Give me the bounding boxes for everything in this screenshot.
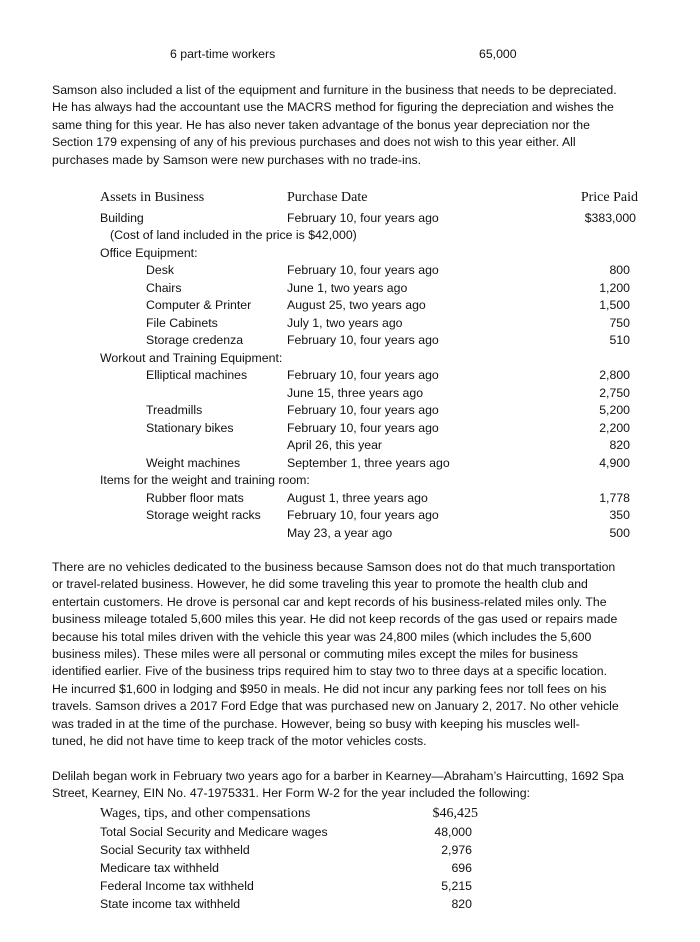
asset-name: Treadmills <box>146 403 203 417</box>
asset-purchase-date: September 1, three years ago <box>287 455 450 470</box>
asset-purchase-date: August 1, three years ago <box>287 490 428 505</box>
w2-label: Medicare tax withheld <box>100 861 219 875</box>
asset-price: 4,900 <box>599 455 630 470</box>
asset-purchase-date: June 1, two years ago <box>287 280 408 295</box>
w2-label: Federal Income tax withheld <box>100 879 254 893</box>
vehicle-line: business miles). These miles were all personal or commuting miles except the miles for business <box>52 647 579 662</box>
vehicle-line: There are no vehicles dedicated to the business because Samson does not do that much transportation <box>52 560 616 574</box>
asset-name: Stationary bikes <box>146 420 234 435</box>
asset-purchase-date: August 25, two years ago <box>287 298 426 312</box>
asset-note: (Cost of land included in the price is $42,000) <box>110 228 357 242</box>
asset-purchase-date: February 10, four years ago <box>287 403 439 417</box>
assets-header-price: Price Paid <box>580 190 638 205</box>
delilah-line: Delilah began work in February two years ago for a barber in Kearney—Abraham’s Haircutting, 1692 Spa <box>52 769 624 783</box>
w2-label: State income tax withheld <box>100 897 241 911</box>
asset-purchase-date: February 10, four years ago <box>287 368 439 382</box>
asset-price: 500 <box>609 525 630 540</box>
asset-price: 1,500 <box>599 298 630 312</box>
asset-price: 350 <box>609 508 630 522</box>
asset-price: 2,750 <box>599 385 630 400</box>
asset-name: Elliptical machines <box>146 368 248 382</box>
asset-name: Storage credenza <box>146 333 244 347</box>
top-row-amount: 65,000 <box>479 47 517 61</box>
asset-name: Building <box>100 210 144 225</box>
vehicle-line: identified earlier. Five of the business trips required him to stay two to three days at a specific location. <box>52 664 608 679</box>
asset-purchase-date: May 23, a year ago <box>287 525 393 540</box>
asset-purchase-date: June 15, three years ago <box>287 385 424 400</box>
vehicle-line: tuned, he did not have time to keep track of the motor vehicles costs. <box>52 734 427 749</box>
asset-name: Weight machines <box>146 455 241 470</box>
vehicle-line: business mileage totaled 5,600 miles this year. He did not keep records of the gas used or repairs made <box>52 612 618 627</box>
intro-line: purchases made by Samson were new purchases with no trade-ins. <box>52 152 422 167</box>
w2-value: $46,425 <box>432 806 478 821</box>
intro-paragraph <box>52 82 662 169</box>
asset-purchase-date: July 1, two years ago <box>287 315 403 330</box>
asset-purchase-date: February 10, four years ago <box>287 420 439 435</box>
asset-name: Chairs <box>146 280 182 295</box>
asset-name: Desk <box>146 263 175 277</box>
vehicle-line: travels. Samson drives a 2017 Ford Edge that was purchased new on January 2, 2017. No other vehicle <box>52 699 619 714</box>
w2-value: 2,976 <box>441 843 472 857</box>
w2-value: 696 <box>451 861 472 875</box>
vehicle-line: was traded in at the time of the purchase. However, being so busy with keeping his muscles well- <box>52 716 580 731</box>
asset-name: Rubber floor mats <box>146 490 244 505</box>
vehicle-line: He incurred $1,600 in lodging and $950 in meals. He did not incur any parking fees nor toll fees on his <box>52 681 607 696</box>
asset-price: 2,200 <box>599 420 630 435</box>
intro-line: Samson also included a list of the equipment and furniture in the business that needs to be depreciated. <box>52 83 617 97</box>
intro-line: Section 179 expensing of any of his previous purchases and does not wish to this year either. All <box>52 135 576 150</box>
asset-price: $383,000 <box>584 210 636 225</box>
asset-price: 750 <box>609 315 630 330</box>
asset-price: 1,200 <box>599 280 630 295</box>
w2-label: Wages, tips, and other compensations <box>100 806 311 821</box>
asset-purchase-date: February 10, four years ago <box>287 508 439 522</box>
vehicle-paragraph <box>52 559 662 750</box>
intro-line: He has always had the accountant use the MACRS method for figuring the depreciation and wishes the <box>52 100 614 115</box>
w2-value: 5,215 <box>441 879 472 893</box>
w2-value: 48,000 <box>434 825 472 839</box>
assets-header-asset: Assets in Business <box>100 190 205 205</box>
asset-price: 800 <box>609 263 630 277</box>
asset-name: Storage weight racks <box>146 508 261 522</box>
asset-price: 510 <box>609 333 630 347</box>
asset-price: 1,778 <box>599 490 630 505</box>
vehicle-line: entertain customers. He drove is personal car and kept records of his business-related miles only. The <box>52 594 607 609</box>
top-row-label: 6 part-time workers <box>170 47 276 61</box>
asset-price: 2,800 <box>599 368 630 382</box>
assets-header-date: Purchase Date <box>287 190 368 205</box>
asset-price: 5,200 <box>599 403 630 417</box>
asset-purchase-date: February 10, four years ago <box>287 263 439 277</box>
asset-price: 820 <box>609 438 630 452</box>
vehicle-line: or travel-related business. However, he did some traveling this year to promote the health club and <box>52 577 588 592</box>
asset-purchase-date: February 10, four years ago <box>287 210 439 225</box>
asset-purchase-date: February 10, four years ago <box>287 333 439 347</box>
delilah-line: Street, Kearney, EIN No. 47-1975331. Her Form W-2 for the year included the following: <box>52 786 530 801</box>
delilah-paragraph <box>52 768 662 803</box>
w2-label: Social Security tax withheld <box>100 843 250 857</box>
vehicle-line: because his total miles driven with the vehicle this year was 24,800 miles (which includes the 5,600 <box>52 629 592 644</box>
asset-category: Office Equipment: <box>100 245 198 260</box>
asset-category: Items for the weight and training room: <box>100 473 310 487</box>
asset-name: File Cabinets <box>146 315 218 330</box>
asset-purchase-date: April 26, this year <box>287 438 383 452</box>
asset-category: Workout and Training Equipment: <box>100 350 283 365</box>
intro-line: same thing for this year. He has also never taken advantage of the bonus year depreciation nor the <box>52 117 590 132</box>
w2-value: 820 <box>451 897 472 911</box>
w2-label: Total Social Security and Medicare wages <box>100 825 328 839</box>
asset-name: Computer & Printer <box>146 298 252 312</box>
